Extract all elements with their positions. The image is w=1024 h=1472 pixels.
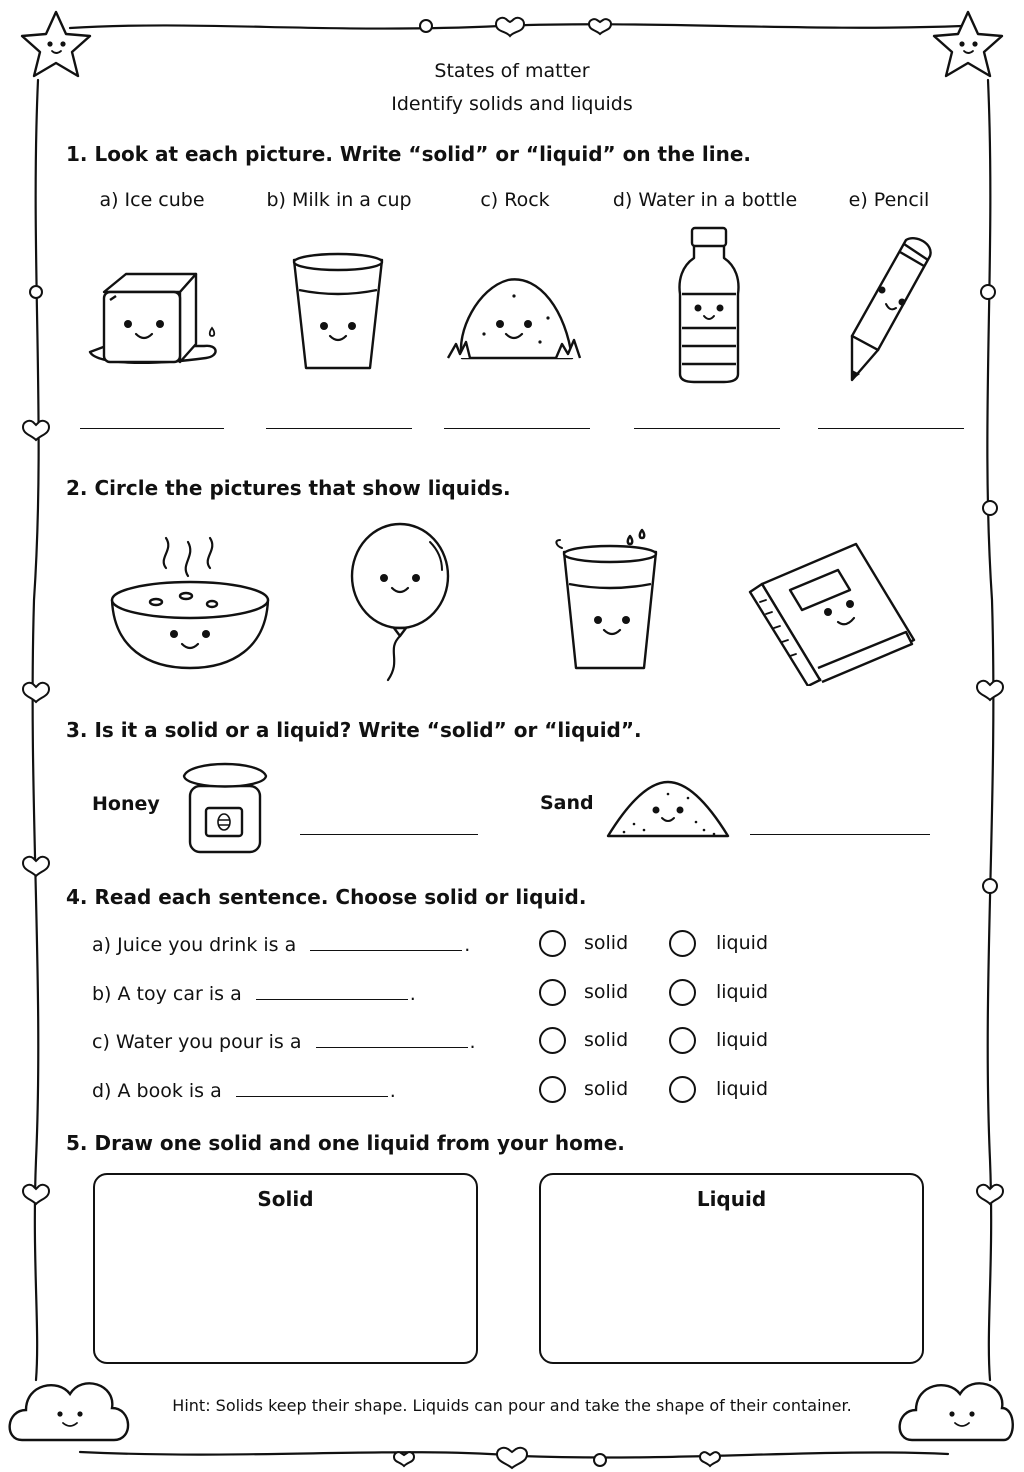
q4-radio-liquid-c[interactable] <box>669 1027 696 1054</box>
question-4-prompt: 4. Read each sentence. Choose solid or liquid. <box>66 885 587 909</box>
worksheet-subtitle: Identify solids and liquids <box>391 93 633 115</box>
q1-label-a: a) Ice cube <box>99 189 205 211</box>
q1-answer-line-d[interactable] <box>634 428 780 429</box>
q4-radio-liquid-a[interactable] <box>669 930 696 957</box>
water-bottle-icon <box>674 224 744 384</box>
worksheet-title: States of matter <box>434 60 590 82</box>
q4-sentence-b: b) A toy car is a . <box>92 983 416 1005</box>
juice-glass-icon[interactable] <box>552 524 664 672</box>
q1-answer-line-b[interactable] <box>266 428 412 429</box>
q4-blank-c[interactable] <box>316 1029 468 1048</box>
q1-label-d: d) Water in a bottle <box>612 189 798 211</box>
q1-label-c: c) Rock <box>480 189 550 211</box>
question-2-prompt: 2. Circle the pictures that show liquids. <box>66 476 511 500</box>
q4-blank-d[interactable] <box>236 1078 388 1097</box>
q4-blank-a[interactable] <box>310 932 462 951</box>
q4-sentence-c: c) Water you pour is a . <box>92 1031 476 1053</box>
q4-option-solid-d: solid <box>584 1078 629 1100</box>
q1-answer-line-a[interactable] <box>80 428 224 429</box>
q4-radio-solid-c[interactable] <box>539 1027 566 1054</box>
pencil-icon <box>846 232 938 384</box>
draw-box-solid[interactable] <box>93 1173 478 1364</box>
q3-label-honey: Honey <box>92 793 160 815</box>
draw-box-liquid-title: Liquid <box>696 1187 767 1211</box>
q4-blank-b[interactable] <box>256 981 408 1000</box>
ice-cube-icon <box>86 266 226 374</box>
q1-label-e: e) Pencil <box>848 189 930 211</box>
q4-radio-liquid-d[interactable] <box>669 1076 696 1103</box>
soup-bowl-icon[interactable] <box>108 528 272 676</box>
q4-sentence-a: a) Juice you drink is a . <box>92 934 471 956</box>
q4-option-solid-b: solid <box>584 981 629 1003</box>
q1-answer-line-e[interactable] <box>818 428 964 429</box>
q3-answer-line-sand[interactable] <box>750 834 930 835</box>
q4-option-liquid-a: liquid <box>716 932 768 954</box>
question-5-prompt: 5. Draw one solid and one liquid from your home. <box>66 1131 625 1155</box>
q4-option-solid-a: solid <box>584 932 629 954</box>
question-1-prompt: 1. Look at each picture. Write “solid” or “liquid” on the line. <box>66 142 751 166</box>
milk-cup-icon <box>288 250 388 374</box>
q3-answer-line-honey[interactable] <box>300 834 478 835</box>
q1-answer-line-c[interactable] <box>444 428 590 429</box>
q4-option-liquid-c: liquid <box>716 1029 768 1051</box>
q1-label-b: b) Milk in a cup <box>266 189 412 211</box>
q4-radio-solid-a[interactable] <box>539 930 566 957</box>
hint-text: Hint: Solids keep their shape. Liquids can pour and take the shape of their container. <box>172 1396 852 1415</box>
q4-option-solid-c: solid <box>584 1029 629 1051</box>
draw-box-solid-title: Solid <box>257 1187 314 1211</box>
rock-icon <box>444 272 590 368</box>
q4-radio-solid-b[interactable] <box>539 979 566 1006</box>
q4-option-liquid-b: liquid <box>716 981 768 1003</box>
honey-jar-icon <box>180 756 270 856</box>
q4-sentence-d: d) A book is a . <box>92 1080 396 1102</box>
draw-box-liquid[interactable] <box>539 1173 924 1364</box>
sand-pile-icon <box>604 776 732 842</box>
q4-option-liquid-d: liquid <box>716 1078 768 1100</box>
balloon-icon[interactable] <box>346 520 456 684</box>
q3-label-sand: Sand <box>540 792 594 814</box>
q4-radio-solid-d[interactable] <box>539 1076 566 1103</box>
book-icon[interactable] <box>746 540 918 686</box>
question-3-prompt: 3. Is it a solid or a liquid? Write “solid” or “liquid”. <box>66 718 642 742</box>
q4-radio-liquid-b[interactable] <box>669 979 696 1006</box>
